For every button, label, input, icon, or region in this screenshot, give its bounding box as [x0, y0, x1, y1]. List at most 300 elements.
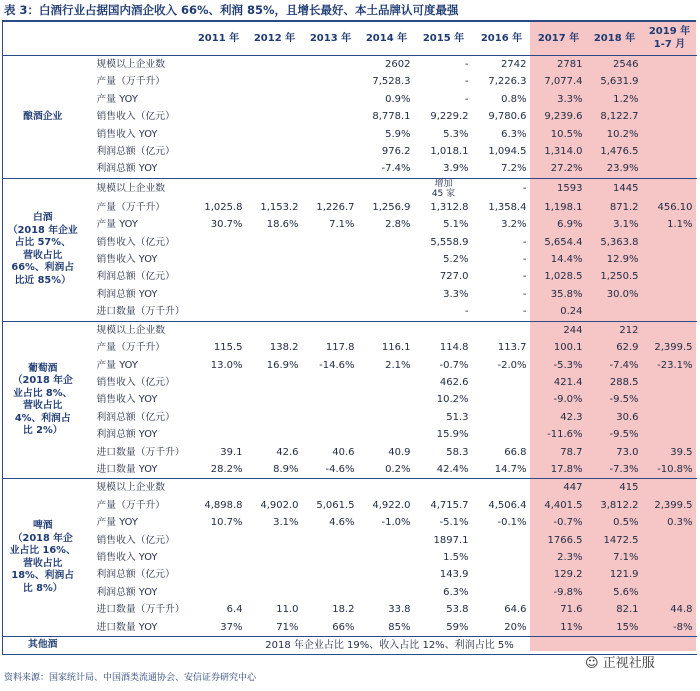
- value-cell: [359, 303, 415, 321]
- value-cell: 1,028.5: [544, 271, 583, 283]
- metric-label: 产量（万千升）: [96, 499, 166, 511]
- value-cell: 11.0: [276, 604, 299, 616]
- value-cell: [643, 549, 697, 566]
- metric-label: 规模以上企业数: [83, 321, 191, 339]
- value-cell: [247, 268, 303, 285]
- value-cell: 增加 45 家: [415, 178, 473, 199]
- value-cell: [359, 234, 415, 251]
- value-cell: 727.0: [439, 271, 469, 283]
- value-cell: 14.7%: [494, 463, 527, 475]
- value-cell: [303, 126, 359, 143]
- value-cell: [303, 251, 359, 268]
- value-cell: [643, 479, 697, 497]
- table-row: [3, 619, 697, 637]
- value-cell: 3,812.2: [600, 499, 639, 511]
- value-cell: [191, 391, 247, 408]
- table-row: [3, 391, 697, 408]
- value-cell: [303, 479, 359, 497]
- value-cell: 7.1%: [329, 219, 355, 231]
- value-cell: -: [464, 306, 469, 318]
- value-cell: 10.5%: [550, 128, 583, 140]
- value-cell: [247, 178, 303, 199]
- value-cell: 30.0%: [606, 288, 639, 300]
- metric-label: 产量 YOY: [96, 517, 138, 529]
- value-cell: [643, 303, 697, 321]
- value-cell: 5,631.9: [600, 76, 639, 88]
- value-cell: [247, 108, 303, 125]
- metric-label: 利润总额 YOY: [96, 163, 158, 175]
- value-cell: [473, 409, 531, 426]
- value-cell: 116.1: [381, 342, 411, 354]
- value-cell: 1766.5: [547, 534, 583, 546]
- table-row: [3, 199, 697, 216]
- value-cell: 456.10: [657, 201, 693, 213]
- value-cell: -7.4%: [381, 163, 411, 175]
- table-row: [3, 409, 697, 426]
- value-cell: [303, 160, 359, 178]
- value-cell: [643, 426, 697, 443]
- header-year-2011: 2011 年: [197, 32, 240, 44]
- metric-label: 进口数量 YOY: [96, 463, 158, 475]
- value-cell: [247, 426, 303, 443]
- value-cell: -: [522, 254, 527, 266]
- value-cell: 28.2%: [210, 463, 243, 475]
- value-cell: -: [464, 93, 469, 105]
- value-cell: [247, 143, 303, 160]
- table-caption: 表 3：白酒行业占据国内酒企收入 66%、利润 85%，且增长最好、本土品牌认可度最强: [4, 3, 459, 17]
- value-cell: [247, 409, 303, 426]
- value-cell: -0.7%: [439, 359, 469, 371]
- value-cell: [247, 126, 303, 143]
- value-cell: 447: [531, 479, 587, 497]
- value-cell: 51.3: [446, 411, 469, 423]
- metric-label: 产量（万千升）: [96, 76, 166, 88]
- value-cell: -11.6%: [547, 429, 583, 441]
- value-cell: 138.2: [269, 342, 299, 354]
- value-cell: 4,506.4: [488, 499, 527, 511]
- value-cell: 0.3%: [667, 517, 693, 529]
- value-cell: [643, 73, 697, 90]
- header-year-2015: 2015 年: [422, 32, 465, 44]
- value-cell: [247, 56, 303, 74]
- value-cell: 5,061.5: [316, 499, 355, 511]
- value-cell: 40.9: [388, 446, 411, 458]
- value-cell: [303, 143, 359, 160]
- value-cell: 16.9%: [266, 359, 299, 371]
- value-cell: [191, 374, 247, 391]
- header-year-2019: [643, 21, 697, 56]
- value-cell: 20%: [504, 621, 527, 633]
- value-cell: 5.3%: [443, 128, 469, 140]
- value-cell: [643, 321, 697, 339]
- table-body: [3, 56, 697, 637]
- table-row: [3, 514, 697, 531]
- value-cell: [247, 479, 303, 497]
- value-cell: 2781: [531, 56, 587, 74]
- value-cell: [191, 108, 247, 125]
- value-cell: 415: [587, 479, 643, 497]
- value-cell: 5,558.9: [430, 236, 469, 248]
- value-cell: 2,399.5: [654, 499, 693, 511]
- value-cell: [303, 91, 359, 108]
- value-cell: 1.5%: [443, 551, 469, 563]
- value-cell: 1897.1: [433, 534, 469, 546]
- value-cell: -: [522, 271, 527, 283]
- value-cell: 8.9%: [273, 463, 299, 475]
- value-cell: 1445: [587, 178, 643, 199]
- value-cell: [191, 479, 247, 497]
- category-cell: 啤酒 （2018 年企 业占比 16%、 营收占比 18%、利润占 比 8%）: [3, 479, 83, 637]
- metric-label: 规模以上企业数: [83, 56, 191, 74]
- value-cell: 5.6%: [613, 586, 639, 598]
- value-cell: 0.24: [560, 306, 583, 318]
- value-cell: 1,314.0: [544, 146, 583, 158]
- value-cell: 15%: [616, 621, 639, 633]
- value-cell: [643, 584, 697, 601]
- value-cell: 9,229.2: [430, 111, 469, 123]
- value-cell: [303, 566, 359, 583]
- value-cell: [303, 321, 359, 339]
- value-cell: [359, 532, 415, 549]
- value-cell: 11%: [560, 621, 583, 633]
- metric-label: 销售收入 YOY: [96, 394, 158, 406]
- metric-label: 利润总额（亿元）: [96, 271, 175, 283]
- metric-label: 销售收入 YOY: [96, 551, 158, 563]
- value-cell: [643, 251, 697, 268]
- table-row: [3, 549, 697, 566]
- metric-label: 产量 YOY: [96, 219, 138, 231]
- value-cell: 9,780.6: [488, 111, 527, 123]
- value-cell: [247, 251, 303, 268]
- value-cell: [191, 143, 247, 160]
- value-cell: -9.5%: [609, 394, 639, 406]
- value-cell: [191, 234, 247, 251]
- value-cell: [247, 321, 303, 339]
- value-cell: [191, 160, 247, 178]
- table-row: [3, 357, 697, 374]
- value-cell: 8,122.7: [600, 111, 639, 123]
- value-cell: 10.2%: [436, 394, 469, 406]
- table-row: [3, 479, 697, 497]
- value-cell: [473, 549, 531, 566]
- value-cell: 7,077.4: [544, 76, 583, 88]
- value-cell: 4.6%: [329, 517, 355, 529]
- value-cell: 115.5: [213, 342, 243, 354]
- value-cell: [247, 549, 303, 566]
- value-cell: 2742: [473, 56, 531, 74]
- value-cell: [643, 143, 697, 160]
- header-row: [3, 21, 697, 56]
- value-cell: [643, 286, 697, 303]
- metric-label: 产量 YOY: [96, 359, 138, 371]
- value-cell: 6.3%: [501, 128, 527, 140]
- value-cell: [359, 566, 415, 583]
- value-cell: [303, 532, 359, 549]
- value-cell: -7.3%: [609, 463, 639, 475]
- footer-text: 2018 年企业占比 19%、收入占比 12%、利润占比 5%: [83, 637, 697, 655]
- value-cell: [191, 91, 247, 108]
- value-cell: 42.3: [560, 411, 583, 423]
- value-cell: -23.1%: [657, 359, 693, 371]
- value-cell: [247, 532, 303, 549]
- value-cell: [247, 234, 303, 251]
- value-cell: 6.4: [226, 604, 243, 616]
- value-cell: 85%: [388, 621, 411, 633]
- metric-label: 产量（万千升）: [96, 201, 166, 213]
- value-cell: [247, 73, 303, 90]
- value-cell: [247, 303, 303, 321]
- value-cell: [473, 566, 531, 583]
- value-cell: [247, 584, 303, 601]
- value-cell: 5,654.4: [544, 236, 583, 248]
- value-cell: [643, 160, 697, 178]
- value-cell: -10.8%: [657, 463, 693, 475]
- value-cell: [303, 374, 359, 391]
- value-cell: 66%: [332, 621, 355, 633]
- value-cell: [643, 91, 697, 108]
- data-table: [2, 21, 697, 655]
- value-cell: [643, 126, 697, 143]
- value-cell: [303, 56, 359, 74]
- value-cell: [473, 479, 531, 497]
- table-row: [3, 461, 697, 479]
- value-cell: [191, 286, 247, 303]
- value-cell: [191, 303, 247, 321]
- value-cell: 33.8: [388, 604, 411, 616]
- value-cell: 82.1: [616, 604, 639, 616]
- value-cell: [473, 321, 531, 339]
- value-cell: 53.8: [446, 604, 469, 616]
- value-cell: [473, 532, 531, 549]
- header-cell: [83, 21, 191, 56]
- value-cell: [643, 234, 697, 251]
- category-cell: 白酒 （2018 年企业 占比 57%、 营收占比 66%、利润占 比近 85%）: [3, 178, 83, 321]
- value-cell: [643, 268, 697, 285]
- source-footnote: 资料来源：国家统计局、中国酒类流通协会、安信证券研究中心: [4, 673, 257, 683]
- table-row: [3, 286, 697, 303]
- value-cell: 1,476.5: [600, 146, 639, 158]
- header-year-2016: 2016 年: [480, 32, 523, 44]
- value-cell: 10.2%: [606, 128, 639, 140]
- header-year-2012: 2012 年: [253, 32, 296, 44]
- value-cell: 4,715.7: [430, 499, 469, 511]
- value-cell: 421.4: [553, 376, 583, 388]
- value-cell: -0.7%: [553, 517, 583, 529]
- value-cell: -5.3%: [553, 359, 583, 371]
- value-cell: 6.3%: [443, 586, 469, 598]
- value-cell: 5.2%: [443, 254, 469, 266]
- value-cell: 0.9%: [385, 93, 411, 105]
- value-cell: [303, 73, 359, 90]
- value-cell: 2,399.5: [654, 342, 693, 354]
- value-cell: [643, 108, 697, 125]
- value-cell: [359, 426, 415, 443]
- value-cell: 1,153.2: [260, 201, 299, 213]
- category-cell: 酿酒企业: [3, 56, 83, 179]
- value-cell: 4,902.0: [260, 499, 299, 511]
- value-cell: 1,226.7: [316, 201, 355, 213]
- metric-label: 规模以上企业数: [83, 178, 191, 199]
- metric-label: 销售收入（亿元）: [96, 236, 175, 248]
- value-cell: 64.6: [504, 604, 527, 616]
- value-cell: [191, 321, 247, 339]
- value-cell: [191, 126, 247, 143]
- value-cell: 44.8: [670, 604, 693, 616]
- value-cell: 2.8%: [385, 219, 411, 231]
- value-cell: 1,198.1: [544, 201, 583, 213]
- value-cell: 73.0: [616, 446, 639, 458]
- value-cell: [359, 479, 415, 497]
- value-cell: 121.9: [609, 569, 639, 581]
- value-cell: 0.5%: [613, 517, 639, 529]
- value-cell: -4.6%: [325, 463, 355, 475]
- value-cell: 6.9%: [557, 219, 583, 231]
- value-cell: 5.9%: [385, 128, 411, 140]
- value-cell: [303, 108, 359, 125]
- value-cell: 4,401.5: [544, 499, 583, 511]
- metric-label: 销售收入 YOY: [96, 128, 158, 140]
- header-cell: [3, 21, 83, 56]
- value-cell: 37%: [220, 621, 243, 633]
- category-cell: 葡萄酒 （2018 年企 业占比 8%、 营收占比 4%、利润占 比 2%）: [3, 321, 83, 479]
- header-year-2017: 2017 年: [537, 32, 580, 44]
- value-cell: [415, 479, 473, 497]
- value-cell: 71.6: [560, 604, 583, 616]
- value-cell: 1.1%: [667, 219, 693, 231]
- value-cell: [191, 532, 247, 549]
- metric-label: 进口数量（万千升）: [96, 446, 185, 458]
- value-cell: 14.4%: [550, 254, 583, 266]
- value-cell: [191, 549, 247, 566]
- value-cell: 18.2: [332, 604, 355, 616]
- metric-label: 进口数量（万千升）: [96, 306, 185, 318]
- header-year-2014: 2014 年: [365, 32, 408, 44]
- value-cell: 871.2: [609, 201, 639, 213]
- value-cell: 212: [587, 321, 643, 339]
- value-cell: 2.1%: [385, 359, 411, 371]
- value-cell: -14.6%: [319, 359, 355, 371]
- value-cell: 113.7: [497, 342, 527, 354]
- table-row: [3, 216, 697, 233]
- value-cell: [303, 426, 359, 443]
- value-cell: -8%: [673, 621, 693, 633]
- value-cell: [303, 234, 359, 251]
- value-cell: 17.8%: [550, 463, 583, 475]
- metric-label: 销售收入（亿元）: [96, 376, 175, 388]
- value-cell: 0.2%: [385, 463, 411, 475]
- value-cell: [191, 73, 247, 90]
- value-cell: 12.9%: [606, 254, 639, 266]
- value-cell: 8,778.1: [372, 111, 411, 123]
- value-cell: [643, 532, 697, 549]
- table-row: [3, 303, 697, 321]
- value-cell: [191, 178, 247, 199]
- value-cell: [191, 409, 247, 426]
- wechat-icon: ☺: [585, 656, 599, 671]
- value-cell: [303, 286, 359, 303]
- value-cell: 40.6: [332, 446, 355, 458]
- table-row: [3, 73, 697, 90]
- value-cell: [359, 391, 415, 408]
- value-cell: 13.0%: [210, 359, 243, 371]
- value-cell: [191, 566, 247, 583]
- value-cell: 23.9%: [606, 163, 639, 175]
- metric-label: 进口数量 YOY: [96, 621, 158, 633]
- value-cell: 1593: [531, 178, 587, 199]
- value-cell: -0.1%: [497, 517, 527, 529]
- metric-label: 利润总额 YOY: [96, 288, 158, 300]
- value-cell: [303, 409, 359, 426]
- value-cell: 35.8%: [550, 288, 583, 300]
- value-cell: 30.7%: [210, 219, 243, 231]
- metric-label: 销售收入（亿元）: [96, 534, 175, 546]
- value-cell: -9.0%: [553, 394, 583, 406]
- metric-label: 产量 YOY: [96, 93, 138, 105]
- table-row: [3, 497, 697, 514]
- table-row: [3, 268, 697, 285]
- value-cell: [359, 584, 415, 601]
- value-cell: [247, 374, 303, 391]
- value-cell: [359, 409, 415, 426]
- value-cell: [191, 426, 247, 443]
- metric-label: 规模以上企业数: [83, 479, 191, 497]
- value-cell: -: [473, 178, 531, 199]
- value-cell: [247, 160, 303, 178]
- value-cell: [643, 56, 697, 74]
- value-cell: 114.8: [439, 342, 469, 354]
- metric-label: 利润总额（亿元）: [96, 146, 175, 158]
- value-cell: 2.3%: [557, 551, 583, 563]
- table-row: [3, 321, 697, 339]
- value-cell: 5,363.8: [600, 236, 639, 248]
- table-row: [3, 601, 697, 618]
- header-2019-text: 2019 年 1-7 月: [648, 26, 691, 50]
- value-cell: 7.2%: [501, 163, 527, 175]
- watermark-text: 正视社服: [602, 656, 655, 671]
- value-cell: 2546: [587, 56, 643, 74]
- table-row: [3, 234, 697, 251]
- value-cell: -5.1%: [439, 517, 469, 529]
- value-cell: [359, 178, 415, 199]
- value-cell: -: [522, 236, 527, 248]
- table-row: [3, 91, 697, 108]
- metric-label: 利润总额（亿元）: [96, 411, 175, 423]
- value-cell: 3.9%: [443, 163, 469, 175]
- value-cell: 1,256.9: [372, 201, 411, 213]
- value-cell: [587, 303, 643, 321]
- value-cell: 71%: [276, 621, 299, 633]
- value-cell: 62.9: [616, 342, 639, 354]
- table-row: [3, 426, 697, 443]
- value-cell: [359, 321, 415, 339]
- value-cell: [191, 584, 247, 601]
- value-cell: 100.1: [553, 342, 583, 354]
- header-year-2018: 2018 年: [593, 32, 636, 44]
- table-row: [3, 108, 697, 125]
- value-cell: [359, 374, 415, 391]
- value-cell: 58.3: [446, 446, 469, 458]
- value-cell: [473, 374, 531, 391]
- value-cell: [303, 549, 359, 566]
- value-cell: 7.1%: [613, 551, 639, 563]
- value-cell: 3.2%: [501, 219, 527, 231]
- value-cell: [303, 178, 359, 199]
- value-cell: 42.4%: [436, 463, 469, 475]
- value-cell: 462.6: [439, 376, 469, 388]
- value-cell: 39.5: [670, 446, 693, 458]
- table-row: [3, 339, 697, 356]
- metric-label: 产量（万千升）: [96, 342, 166, 354]
